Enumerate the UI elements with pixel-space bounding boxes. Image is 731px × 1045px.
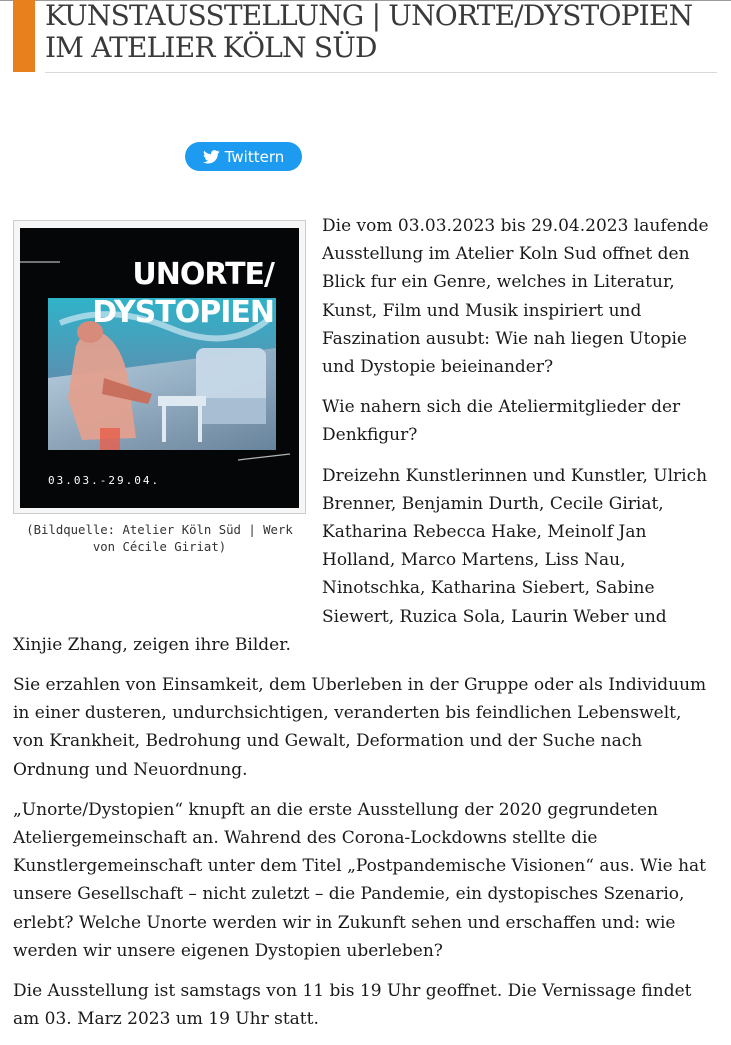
article-body (13, 212, 713, 1045)
title-divider (45, 72, 717, 73)
title-accent-bar (13, 0, 35, 72)
article-paragraph: Die vom 03.03.2023 bis 29.04.2023 laufende Ausstellung im Atelier Koln Sud offnet den Blick fur ein Genre, welches in Literatur, Kunst, Film und Musik inspiriert und Faszination ausubt: Wie nah liegen Utopie und Dystopie beieinander? (322, 216, 709, 378)
article-paragraph: Wie nahern sich die Ateliermitglieder der Denkfigur? (322, 397, 681, 446)
page-title: KUNSTAUSSTELLUNG | UNORTE/DYSTOPIEN IM ATELIER KÖLN SÜD (45, 0, 693, 64)
twitter-share-button[interactable] (185, 142, 302, 171)
article-paragraph: Dreizehn Kunstlerinnen und Kunstler, Ulrich Brenner, Benjamin Durth, Cecile Giriat, Katharina Rebecca Hake, Meinolf Jan Holland, Marco Martens, Liss Nau, Ninotschka, Katharina Siebert, Sabine Siewert, Ruzica Sola, Laurin Weber und Xinjie Zhang, zeigen ihre Bilder. (13, 465, 708, 655)
poster-title-line2: DYSTOPIEN (92, 295, 274, 330)
article-paragraph: Sie erzahlen von Einsamkeit, dem Uberleben in der Gruppe oder als Individuum in einer dusteren, undurchsichtigen, veranderten bis feindlichen Lebenswelt, von Krankheit, Bedrohung und Gewalt, Deformation und der Suche nach Ordnung und Neuordnung. (13, 675, 707, 780)
article-paragraph: Die Ausstellung ist samstags von 11 bis 19 Uhr geoffnet. Die Vernissage findet am 03. Marz 2023 um 19 Uhr statt. (13, 981, 692, 1030)
poster-title-line1: UNORTE/ (132, 257, 274, 292)
image-caption: (Bildquelle: Atelier Köln Süd | Werk von Cécile Giriat) (26, 523, 293, 554)
poster-date: 03.03.-29.04. (48, 474, 161, 487)
article-paragraph: „Unorte/Dystopien“ knupft an die erste Ausstellung der 2020 gegrundeten Ateliergemeinschaft an. Wahrend des Corona-Lockdowns stellte die Kunstlergemeinschaft unter dem Titel „Postpandemische Visionen“ aus. Wie hat unsere Gesellschaft – nicht zuletzt – die Pandemie, ein dystopisches Szenario, erlebt? Welche Unorte werden wir in Zukunft sehen und erschaffen und: wie werden wir unsere eigenen Dystopien uberleben? (13, 799, 707, 961)
twitter-share-label: Twittern (224, 147, 285, 166)
image-float-spacer (13, 212, 322, 613)
twitter-bird-icon (203, 150, 220, 164)
